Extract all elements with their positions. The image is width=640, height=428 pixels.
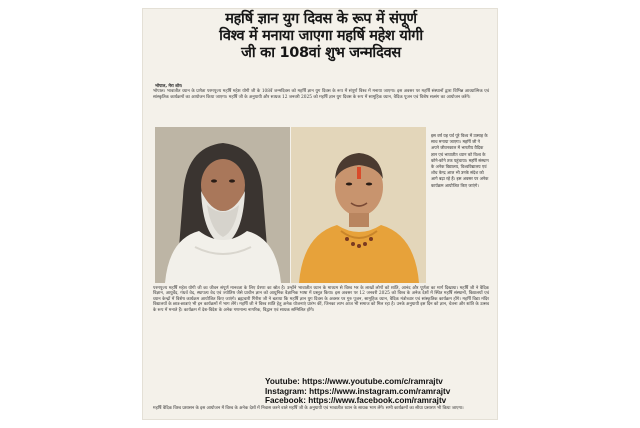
lead-paragraph: भोपाल। भावातीत ध्यान के प्रणेता परमपूज्य महर्षि महेश योगी जी के 108वें जन्मदिवस को महर्षि ज्ञान युग दिवस के रूप में संपूर्ण विश्व में मनाया जाएगा। इस अवसर पर महर्षि संस्थानों द्वारा विभिन्न आध्यात्मिक एवं सांस्कृतिक कार्यक्रमों का आयोजन किया जाएगा। महर्षि जी के अनुयायी और साधक 12 जनवरी 2025 को महर्षि ज्ञान युग दिवस के रूप में सामूहिक ध्यान, वैदिक पूजन एवं विशेष सत्संग का आयोजन करेंगे।: [153, 89, 489, 100]
newspaper-clipping: [142, 8, 498, 420]
facebook-link[interactable]: Facebook: https://www.facebook.com/ramrajtv: [265, 396, 447, 405]
photo-maharishi-mahesh-yogi: [155, 127, 290, 283]
headline: [143, 11, 498, 62]
closing-paragraph: महर्षि वैदिक विश्व प्रशासन के इस आयोजन में विश्व के अनेक देशों में निवास करने वाले महर्षि जी के अनुयायी एवं भावातीत ध्यान के साधक भाग लेंगे। सभी कार्यक्रमों का सीधा प्रसारण भी किया जाएगा।: [153, 406, 464, 411]
social-links: [265, 377, 465, 406]
headline-line-2: विश्व में मनाया जाएगा महर्षि महेश योगी: [219, 28, 423, 44]
side-column-text: इस वर्ष यह पर्व पूरे विश्व में उत्साह के साथ मनाया जाएगा। महर्षि जी ने अपने जीवनकाल में भारतीय वैदिक ज्ञान एवं भावातीत ध्यान को विश्व के कोने-कोने तक पहुंचाया। महर्षि संस्थान के अनेक विद्यालय, विश्वविद्यालय एवं शोध केन्द्र आज भी उनके संदेश को आगे बढ़ा रहे हैं। इस अवसर पर अनेक कार्यक्रम आयोजित किए जाएंगे।: [431, 133, 489, 188]
headline-line-1: महर्षि ज्ञान युग दिवस के रूप में संपूर्ण: [225, 11, 417, 27]
instagram-link[interactable]: Instagram: https://www.instagram.com/ramrajtv: [265, 386, 451, 396]
photo-brahmachari: [291, 127, 426, 283]
headline-line-3: जी का 108वां शुभ जन्मदिवस: [241, 45, 401, 61]
body-text: परमपूज्य महर्षि महेश योगी जी का जीवन संपूर्ण मानवता के लिए प्रेरणा का स्रोत है। उन्होंने भावातीत ध्यान के माध्यम से विश्व भर के लाखों लोगों को शांति, आनंद और पूर्णता का मार्ग दिखाया। महर्षि जी ने वैदिक विज्ञान, आयुर्वेद, गंधर्व वेद, स्थापत्य वेद एवं ज्योतिष जैसे प्राचीन ज्ञान को आधुनिक वैज्ञानिक भाषा में प्रस्तुत किया। इस अवसर पर 12 जनवरी 2025 को विश्व के अनेक देशों में स्थित महर्षि संस्थानों, विद्यालयों एवं ध्यान केन्द्रों में विशेष कार्यक्रम आयोजित किए जाएंगे। ब्रह्मचारी गिरीश जी ने बताया कि महर्षि ज्ञान युग दिवस के अवसर पर गुरु पूजन, सामूहिक ध्यान, वैदिक मंत्रोच्चार एवं सांस्कृतिक कार्यक्रम होंगे। महर्षि विद्या मंदिर विद्यालयों के छात्र-छात्राएं भी इन कार्यक्रमों में भाग लेंगे। महर्षि जी ने विश्व शांति हेतु अनेक योजनाएं प्रारंभ कीं, जिनका लाभ आज भी समाज को मिल रहा है। उनके अनुयायी इस दिन को ज्ञान, चेतना और शांति के उत्सव के रूप में मनाते हैं। कार्यक्रम में देश-विदेश के अनेक गणमान्य नागरिक, विद्वान एवं साधक सम्मिलित होंगे।: [153, 286, 489, 313]
dateline: भोपाल, मेरा शोर।: [155, 83, 183, 88]
youtube-link[interactable]: Youtube: https://www.youtube.com/c/ramrajtv: [265, 377, 443, 386]
